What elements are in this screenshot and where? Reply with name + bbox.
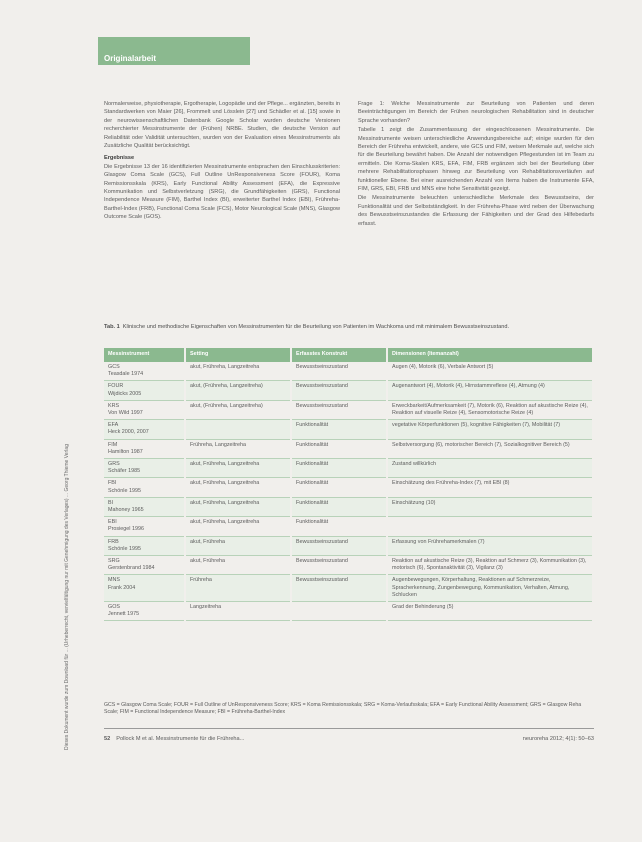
table-row [104, 439, 593, 458]
left-column [104, 100, 340, 223]
table-cell: GRS Schäfer 1985 [104, 459, 185, 478]
table-cell: akut, Frühreha, Langzeitreha [185, 362, 291, 381]
table-cell: Bewusstseinszustand [291, 400, 387, 419]
table-cell: FIM Hamilton 1987 [104, 439, 185, 458]
table-cell [185, 420, 291, 439]
table-cell: Erfassung von Frührehamerkmalen (7) [387, 536, 593, 555]
table-cell: MNS Frank 2004 [104, 575, 185, 602]
section-label: Originalarbeit [104, 54, 157, 63]
table-cell: akut, (Frühreha, Langzeitreha) [185, 400, 291, 419]
table-cell: FRB Schönle 1995 [104, 536, 185, 555]
table-row [104, 362, 593, 381]
table-cell: EBI Prosiegel 1996 [104, 517, 185, 536]
table-cell: Funktionalität [291, 497, 387, 516]
table-cell: KRS Von Wild 1997 [104, 400, 185, 419]
table-cell: Bewusstseinszustand [291, 536, 387, 555]
table-cell: akut, Frühreha [185, 536, 291, 555]
table-cell: Zustand willkürlich [387, 459, 593, 478]
table-cell: Funktionalität [291, 459, 387, 478]
table-cell: akut, (Frühreha, Langzeitreha) [185, 381, 291, 400]
table-cell: Funktionalität [291, 517, 387, 536]
table-row [104, 536, 593, 555]
table-cell: SRG Gerstenbrand 1984 [104, 556, 185, 575]
table-cell: Langzeitreha [185, 602, 291, 621]
table-cell: FOUR Wijdicks 2005 [104, 381, 185, 400]
footer-divider [104, 728, 594, 729]
table-cell: Frühreha [185, 575, 291, 602]
column-header: Messinstrument [104, 348, 185, 362]
instrument-table [104, 348, 594, 621]
paragraph: Frage 1: Welche Messinstrumente zur Beurteilung von Patienten und deren Beeinträchtigungen im Bereich der Frühen neurologischen Rehabilitation sind in deutscher Sprache vorhanden? [358, 101, 594, 124]
running-title: Pollock M et al. Messinstrumente für die Frühreha... [116, 736, 245, 742]
paragraph: Tabelle 1 zeigt die Zusammenfassung der eingeschlossenen Messinstrumente. Die Messinstrumente weisen unterschiedliche Anwendungsbereiche auf; einige wurden für den Bereich der Frühreha entwickelt, andere, wie GCS und FIM, weisen Merkmale auf, welche sich für die Beurteilung bewährt haben. Die Anzahl der notwendigen Pflegestunden ist im Team zu ermitteln. Die Koma-Skalen KRS, EFA, FIM, FRB ergänzen sich bei der Beurteilung über mehrere Rehabilitationsphasen hinweg zur Beurteilung von Rehabilitationsverläufen auf funktioneller Ebene. Bei einer ausreichenden Anzahl von Items haben die Instrumente EFA, FIM, GRS, EBI, FRB und MNS eine hohe Sensitivität gezeigt. [358, 127, 594, 193]
table-cell: Einschätzung (10) [387, 497, 593, 516]
table-row [104, 602, 593, 621]
table-row [104, 381, 593, 400]
table-body [104, 362, 593, 621]
column-header: Setting [185, 348, 291, 362]
table-cell: GCS Teasdale 1974 [104, 362, 185, 381]
column-header: Erfasstes Konstrukt [291, 348, 387, 362]
paragraph: Normalerweise, physiotherapie, Ergotherapie, Logopädie und der Pflege... ergänzten, bereits in Standardwerken von Maier [26], Frommelt und Lösslein [27] und Schädler et al. [15] sowie in der neurowissenschaftlichen Datenbank Google Scholar wurden deutsche Versionen recherchierter Messinstrumente der (Frühen) NRBE. Studien, die deutsche Version auf Reliabilität oder Validität untersuchten, wurden von der Evaluation eines Messinstruments als Zusätzliche Qualität berücksichtigt. [104, 101, 341, 150]
table-cell: Reaktion auf akustische Reize (3), Reaktion auf Schmerz (3), Kommunikation (3), motorisch (6), Spontanaktivität (3), Vigilanz (3) [387, 556, 593, 575]
table-cell: GOS Jennett 1975 [104, 602, 185, 621]
paragraph: Die Messinstrumente beleuchten unterschiedliche Merkmale des Bewusstseins, der Funktionalität und der Selbstständigkeit. In der Frühreha-Phase wird neben der Überwachung des Bewusstseinszustandes die Erfassung der Fähigkeiten und der Grad des Hilfebedarfs erfasst. [358, 195, 594, 227]
table-cell: Bewusstseinszustand [291, 556, 387, 575]
table-cell: Einschätzung des Frühreha-Index (7), mit EBI (8) [387, 478, 593, 497]
table-cell: vegetative Körperfunktionen (5), kognitive Fähigkeiten (7), Mobilität (7) [387, 420, 593, 439]
table-cell: Bewusstseinszustand [291, 381, 387, 400]
table-cell: Grad der Behinderung (5) [387, 602, 593, 621]
table-row [104, 575, 593, 602]
table-cell: Selbstversorgung (6), motorischer Bereich (7), Sozialkognitiver Bereich (5) [387, 439, 593, 458]
table-cell: Funktionalität [291, 439, 387, 458]
table-row [104, 459, 593, 478]
table-cell: BI Mahoney 1965 [104, 497, 185, 516]
section-heading: Ergebnisse [104, 155, 135, 162]
table-header-row [104, 348, 593, 362]
table-cell: Bewusstseinszustand [291, 575, 387, 602]
table-cell: akut, Frühreha, Langzeitreha [185, 497, 291, 516]
table-caption-label: Tab. 1 [104, 324, 120, 330]
table-cell: Augenbewegungen, Körperhaltung, Reaktionen auf Schmerzreize, Spracherkennung, Zungenbewegung, Kommunikation, Verhalten, Atmung, Schlucken [387, 575, 593, 602]
table-cell: Augen (4), Motorik (6), Verbale Antwort (5) [387, 362, 593, 381]
page-number: 52 [104, 736, 111, 742]
table-cell: Frühreha, Langzeitreha [185, 439, 291, 458]
paragraph: Die Ergebnisse 13 der 16 identifizierten Messinstrumente entsprachen den Einschlusskriterien: Glasgow Coma Scale (GCS), Full Outline UnResponsiveness Score (FOUR), Koma Remissionsskala (KRS), Early Functional Ability Assessment (EFA), die Expressive Kommunikation und Selbstverletzung (SRG), die Grundfähigkeiten (GRS), Functional Independence Measure (FIM), Barthel Index (BI), erweiterter Barthel Index (EBI), Frühreha-Barthel-Index (FRB), Functional Coma Scale (FCS), Motor Neurological Scale (MNS), Glasgow Outcome Scale (GOS). [104, 163, 340, 221]
journal-citation: neuroreha 2012; 4(1): 50–63 [522, 736, 594, 742]
table-row [104, 497, 593, 516]
table-cell [387, 517, 593, 536]
table-cell: Funktionalität [291, 420, 387, 439]
table-cell: akut, Frühreha, Langzeitreha [185, 478, 291, 497]
table-cell: Bewusstseinszustand [291, 362, 387, 381]
right-column [358, 100, 594, 229]
table-cell [291, 602, 387, 621]
table-cell: akut, Frühreha [185, 556, 291, 575]
table-cell: EFA Heck 2000, 2007 [104, 420, 185, 439]
table-cell: akut, Frühreha, Langzeitreha [185, 517, 291, 536]
table-cell: Augenantwort (4), Motorik (4), Hirnstammreflexe (4), Atmung (4) [387, 381, 593, 400]
table-cell: Erweckbarkeit/Aufmerksamkeit (7), Motorik (6), Reaktion auf akustische Reize (4), Reaktion auf visuelle Reize (4), Sensomotorische Reize (4) [387, 400, 593, 419]
footer-left [104, 736, 244, 742]
table-caption-text: Klinische und methodische Eigenschaften von Messinstrumenten für die Beurteilung von Patienten im Wachkoma und mit minimalem Bewusstseinszustand. [122, 324, 510, 330]
table-caption [104, 324, 594, 332]
table-row [104, 420, 593, 439]
table-row [104, 478, 593, 497]
table-row [104, 400, 593, 419]
section-header [98, 37, 250, 65]
table-cell: Funktionalität [291, 478, 387, 497]
column-header: Dimensionen (Itemanzahl) [387, 348, 593, 362]
table-footnote: GCS = Glasgow Coma Scale; FOUR = Full Outline of UnResponsiveness Score; KRS = Koma Remissionsskala; SRG = Koma-Verlaufsskala; EFA = Early Functional Ability Assessment; GRS = Glasgow Reha Scale; FIM = Functional Independence Measure; FBI = Frühreha-Barthel-Index [104, 702, 582, 716]
table-row [104, 517, 593, 536]
table-row [104, 556, 593, 575]
table-cell: FBI Schönle 1995 [104, 478, 185, 497]
download-notice: Dieses Dokument wurde zum Download für ... (Urheberrecht, vervielfältigung nur mit Genehmigung des Verlages) ... Georg Thieme Verlag [64, 444, 70, 750]
table-cell: akut, Frühreha, Langzeitreha [185, 459, 291, 478]
